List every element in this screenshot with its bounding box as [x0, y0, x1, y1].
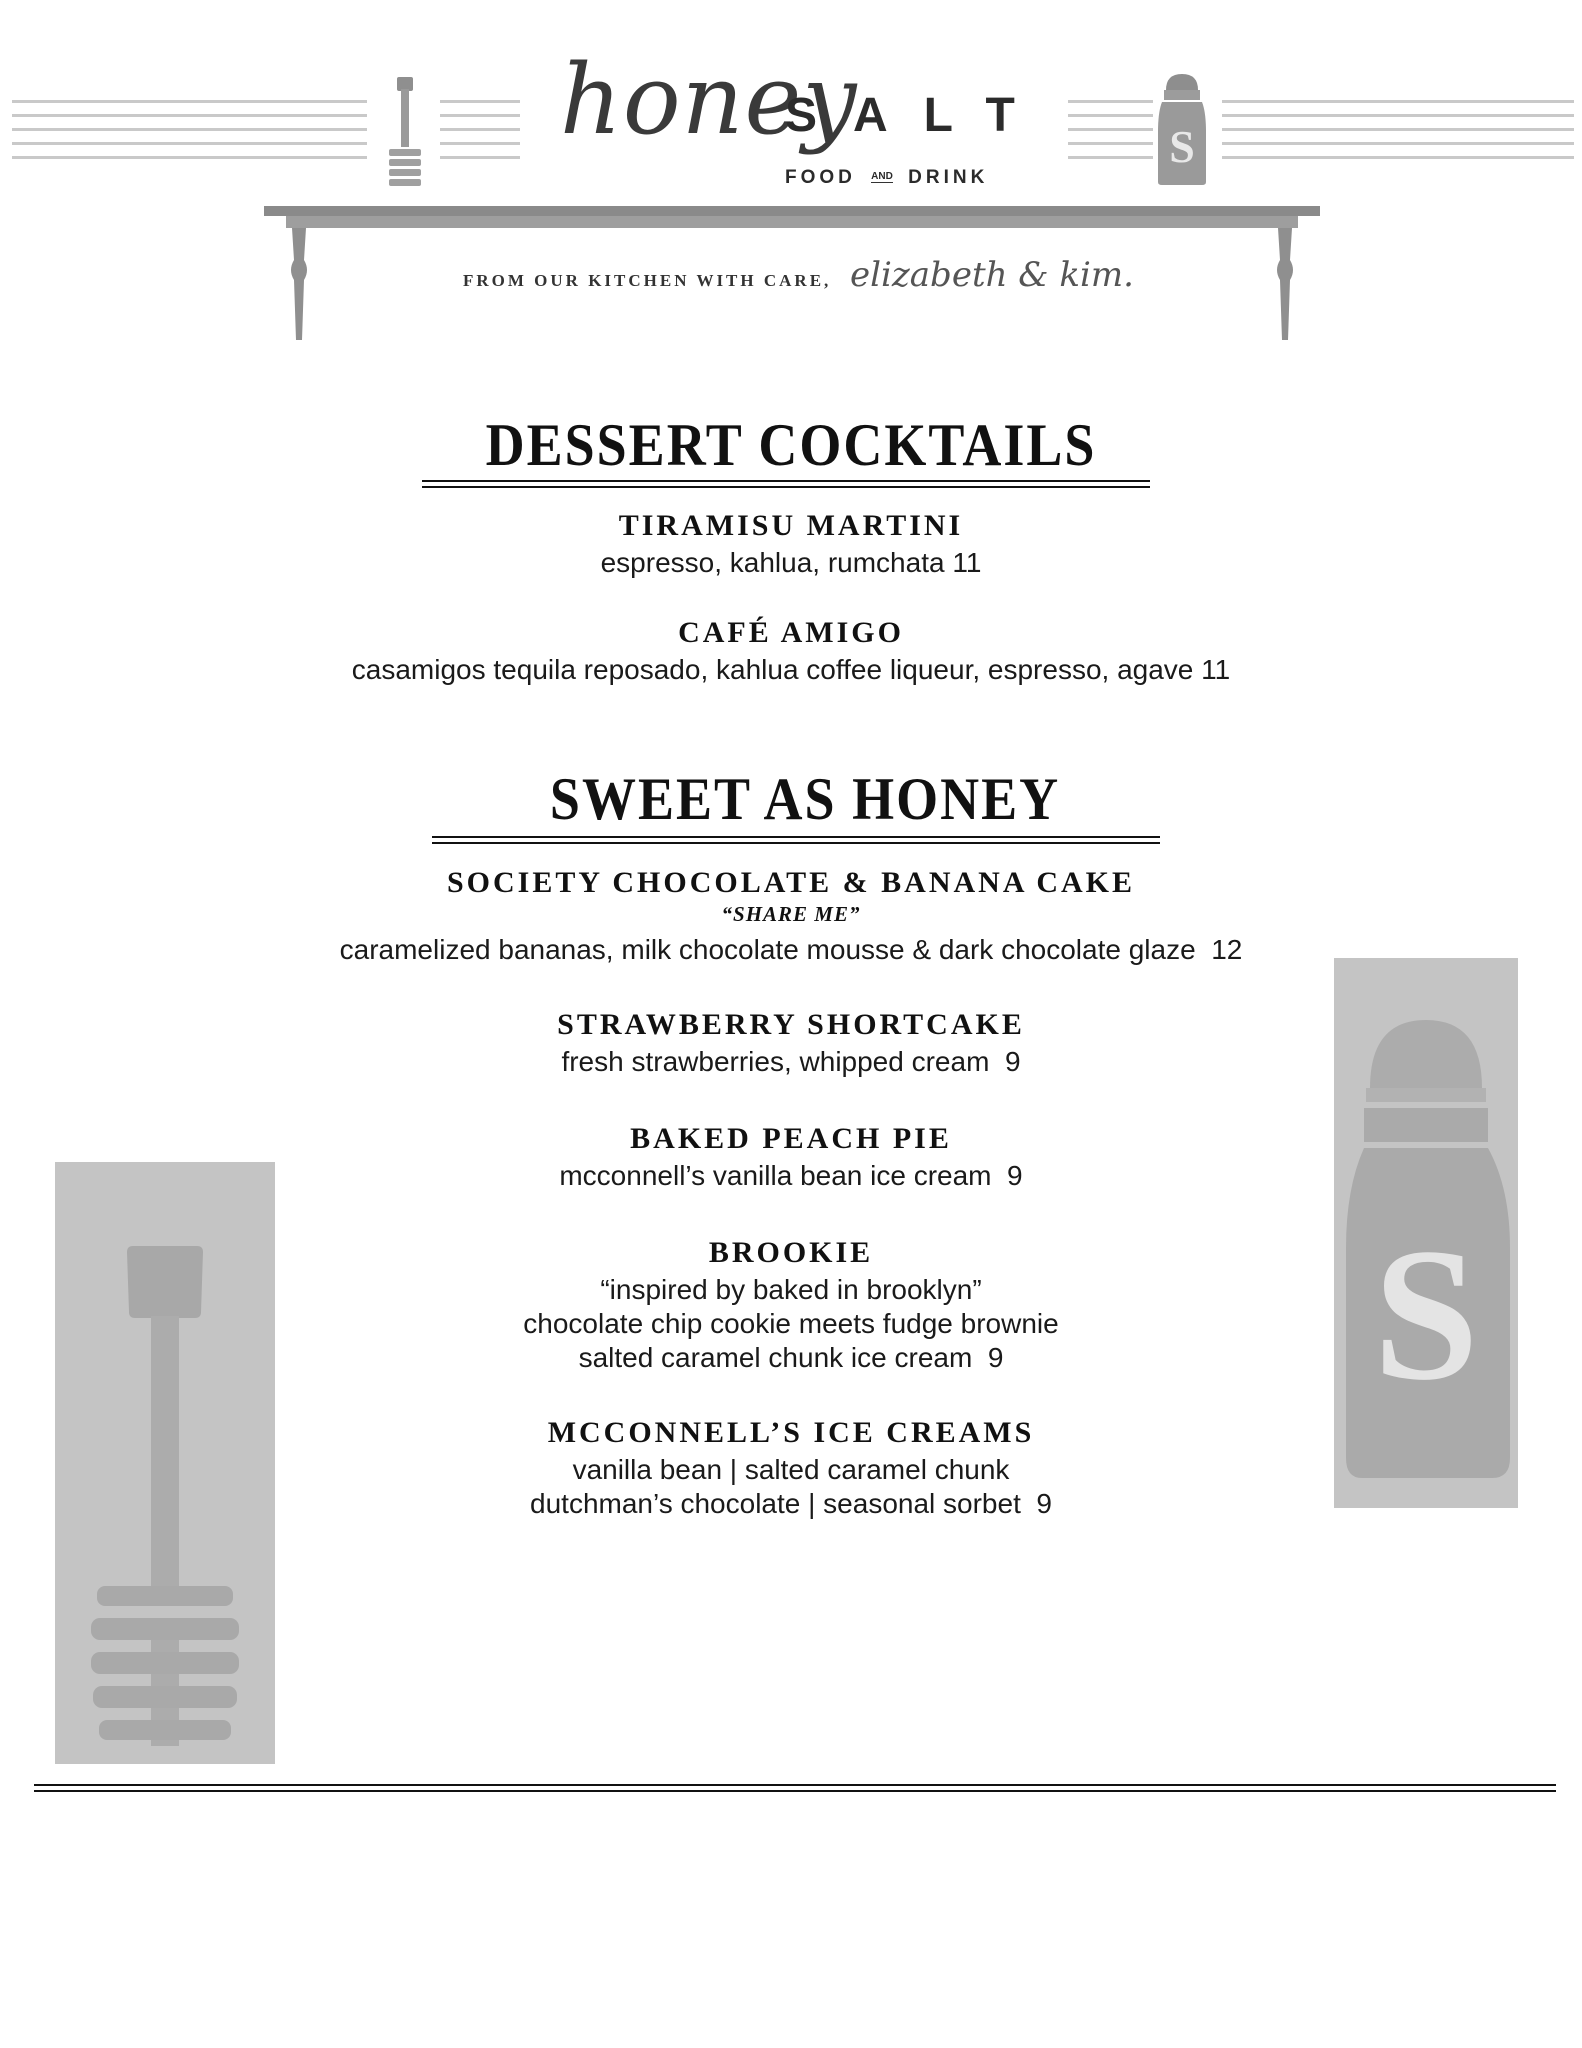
- brand-and-mark: AND: [871, 171, 893, 182]
- header-stripes-right: [1222, 100, 1574, 170]
- header-stripes-left: [12, 100, 367, 170]
- shaker-letter: S: [1373, 1210, 1479, 1420]
- header-stripes-left-inner: [440, 100, 520, 170]
- brand-caps: SALT: [785, 89, 1051, 142]
- item-name: MCCONNELL’S ICE CREAMS: [547, 1416, 1035, 1449]
- item-name: BROOKIE: [708, 1236, 874, 1269]
- salt-shaker-icon: [1152, 72, 1212, 187]
- item-desc: chocolate chip cookie meets fudge brownie: [523, 1308, 1059, 1339]
- item-desc: “inspired by baked in brooklyn”: [600, 1274, 982, 1305]
- section-divider: [422, 480, 1150, 488]
- item-desc: dutchman’s chocolate | seasonal sorbet 9: [530, 1488, 1052, 1519]
- item-name: CAFÉ AMIGO: [678, 616, 904, 649]
- shaker-letter: S: [1169, 121, 1195, 172]
- brand-food: [785, 168, 988, 187]
- item-desc: vanilla bean | salted caramel chunk: [572, 1454, 1010, 1485]
- section-title-sweet-as-honey: SWEET AS HONEY: [549, 765, 1061, 833]
- item-desc: mcconnell’s vanilla bean ice cream 9: [559, 1160, 1023, 1191]
- item-desc: salted caramel chunk ice cream 9: [578, 1342, 1004, 1373]
- item-name: BAKED PEACH PIE: [630, 1122, 952, 1155]
- side-panel-left: [55, 1162, 275, 1764]
- brand-script: honey: [560, 44, 858, 156]
- section-title-dessert-cocktails: DESSERT COCKTAILS: [485, 411, 1097, 479]
- signature: elizabeth & kim.: [850, 255, 1134, 295]
- item-name: SOCIETY CHOCOLATE & BANANA CAKE: [446, 866, 1136, 899]
- item-desc: fresh strawberries, whipped cream 9: [561, 1046, 1021, 1077]
- honey-dipper-icon: [385, 75, 425, 190]
- side-panel-right: [1334, 958, 1518, 1508]
- brand-food-word: FOOD: [785, 167, 856, 188]
- item-note: “SHARE ME”: [721, 902, 861, 926]
- item-name: STRAWBERRY SHORTCAKE: [557, 1008, 1025, 1041]
- item-name: TIRAMISU MARTINI: [618, 509, 964, 542]
- item-desc: espresso, kahlua, rumchata 11: [600, 547, 982, 578]
- header-stripes-right-inner: [1068, 100, 1153, 170]
- section-divider: [432, 836, 1160, 844]
- item-desc: caramelized bananas, milk chocolate mousse & dark chocolate glaze 12: [339, 934, 1243, 965]
- tagline: FROM OUR KITCHEN WITH CARE,: [463, 271, 832, 290]
- item-desc: casamigos tequila reposado, kahlua coffee liqueur, espresso, agave 11: [351, 654, 1231, 685]
- salt-shaker-icon: [1334, 958, 1518, 1508]
- honey-dipper-icon: [55, 1162, 275, 1764]
- footer-divider: [34, 1784, 1556, 1792]
- brand-drink-word: DRINK: [908, 167, 989, 188]
